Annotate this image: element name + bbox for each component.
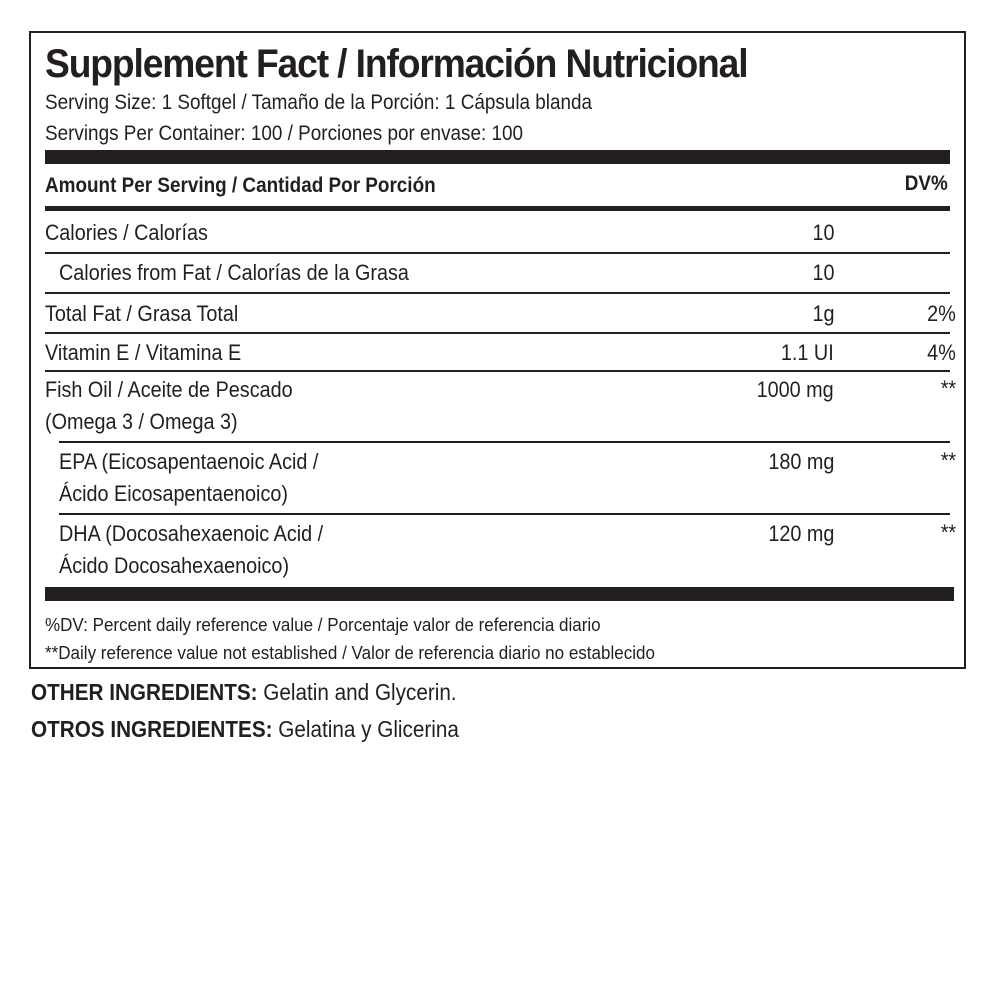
other-ingredients-es xyxy=(31,714,459,744)
nutrient-dv-fish-oil: ** xyxy=(940,376,956,401)
row-divider xyxy=(45,292,950,294)
nutrient-name-total-fat: Total Fat / Grasa Total xyxy=(45,301,239,326)
nutrient-name-vitamin-e: Vitamin E / Vitamina E xyxy=(45,340,242,365)
nutrient-amount-vitamin-e: 1.1 UI xyxy=(781,340,834,365)
nutrient-amount-calories: 10 xyxy=(811,220,834,245)
other-ingredients-es-text: Gelatina y Glicerina xyxy=(272,716,459,742)
row-divider xyxy=(59,441,950,443)
nutrient-name-fish-oil: Fish Oil / Aceite de Pescado xyxy=(45,377,293,402)
supplement-facts-panel xyxy=(29,31,966,669)
footnote-dv-definition: %DV: Percent daily reference value / Porcentaje valor de referencia diario xyxy=(45,614,601,635)
footnote-not-established: **Daily reference value not established / Valor de referencia diario no establecido xyxy=(45,642,655,663)
nutrient-name-dha: DHA (Docosahexaenoic Acid / xyxy=(59,521,324,546)
nutrient-amount-total-fat: 1g xyxy=(811,301,834,326)
nutrient-subname-dha: Ácido Docosahexaenoico) xyxy=(59,553,290,578)
label-title: Supplement Fact / Información Nutricional xyxy=(45,42,748,86)
nutrient-amount-dha: 120 mg xyxy=(767,521,834,546)
other-ingredients-en xyxy=(31,677,457,707)
nutrient-name-calories-from-fat: Calories from Fat / Calorías de la Grasa xyxy=(59,260,409,285)
nutrient-amount-calories-from-fat: 10 xyxy=(811,260,834,285)
nutrient-amount-epa: 180 mg xyxy=(767,449,834,474)
other-ingredients-en-label: OTHER INGREDIENTS: xyxy=(31,679,258,705)
row-divider xyxy=(45,332,950,334)
row-divider xyxy=(59,513,950,515)
medium-divider xyxy=(45,206,950,211)
nutrient-amount-fish-oil: 1000 mg xyxy=(756,377,834,402)
other-ingredients-en-text: Gelatin and Glycerin. xyxy=(257,679,457,705)
row-divider xyxy=(45,252,950,254)
nutrient-dv-vitamin-e: 4% xyxy=(927,340,956,365)
nutrient-subname-fish-oil: (Omega 3 / Omega 3) xyxy=(45,409,238,434)
servings-per-container: Servings Per Container: 100 / Porciones por envase: 100 xyxy=(45,122,524,145)
serving-size: Serving Size: 1 Softgel / Tamaño de la Porción: 1 Cápsula blanda xyxy=(45,91,593,114)
header-amount-per-serving: Amount Per Serving / Cantidad Por Porción xyxy=(45,174,436,197)
nutrient-name-calories: Calories / Calorías xyxy=(45,220,208,245)
nutrient-subname-epa: Ácido Eicosapentaenoico) xyxy=(59,481,288,506)
nutrient-name-epa: EPA (Eicosapentaenoic Acid / xyxy=(59,449,319,474)
row-divider xyxy=(45,370,950,372)
nutrient-dv-dha: ** xyxy=(940,520,956,545)
nutrient-dv-epa: ** xyxy=(940,448,956,473)
header-dv: DV% xyxy=(904,172,948,195)
thick-divider-bottom xyxy=(45,587,954,601)
thick-divider-top xyxy=(45,150,950,164)
nutrient-dv-total-fat: 2% xyxy=(927,301,956,326)
other-ingredients-es-label: OTROS INGREDIENTES: xyxy=(31,716,273,742)
